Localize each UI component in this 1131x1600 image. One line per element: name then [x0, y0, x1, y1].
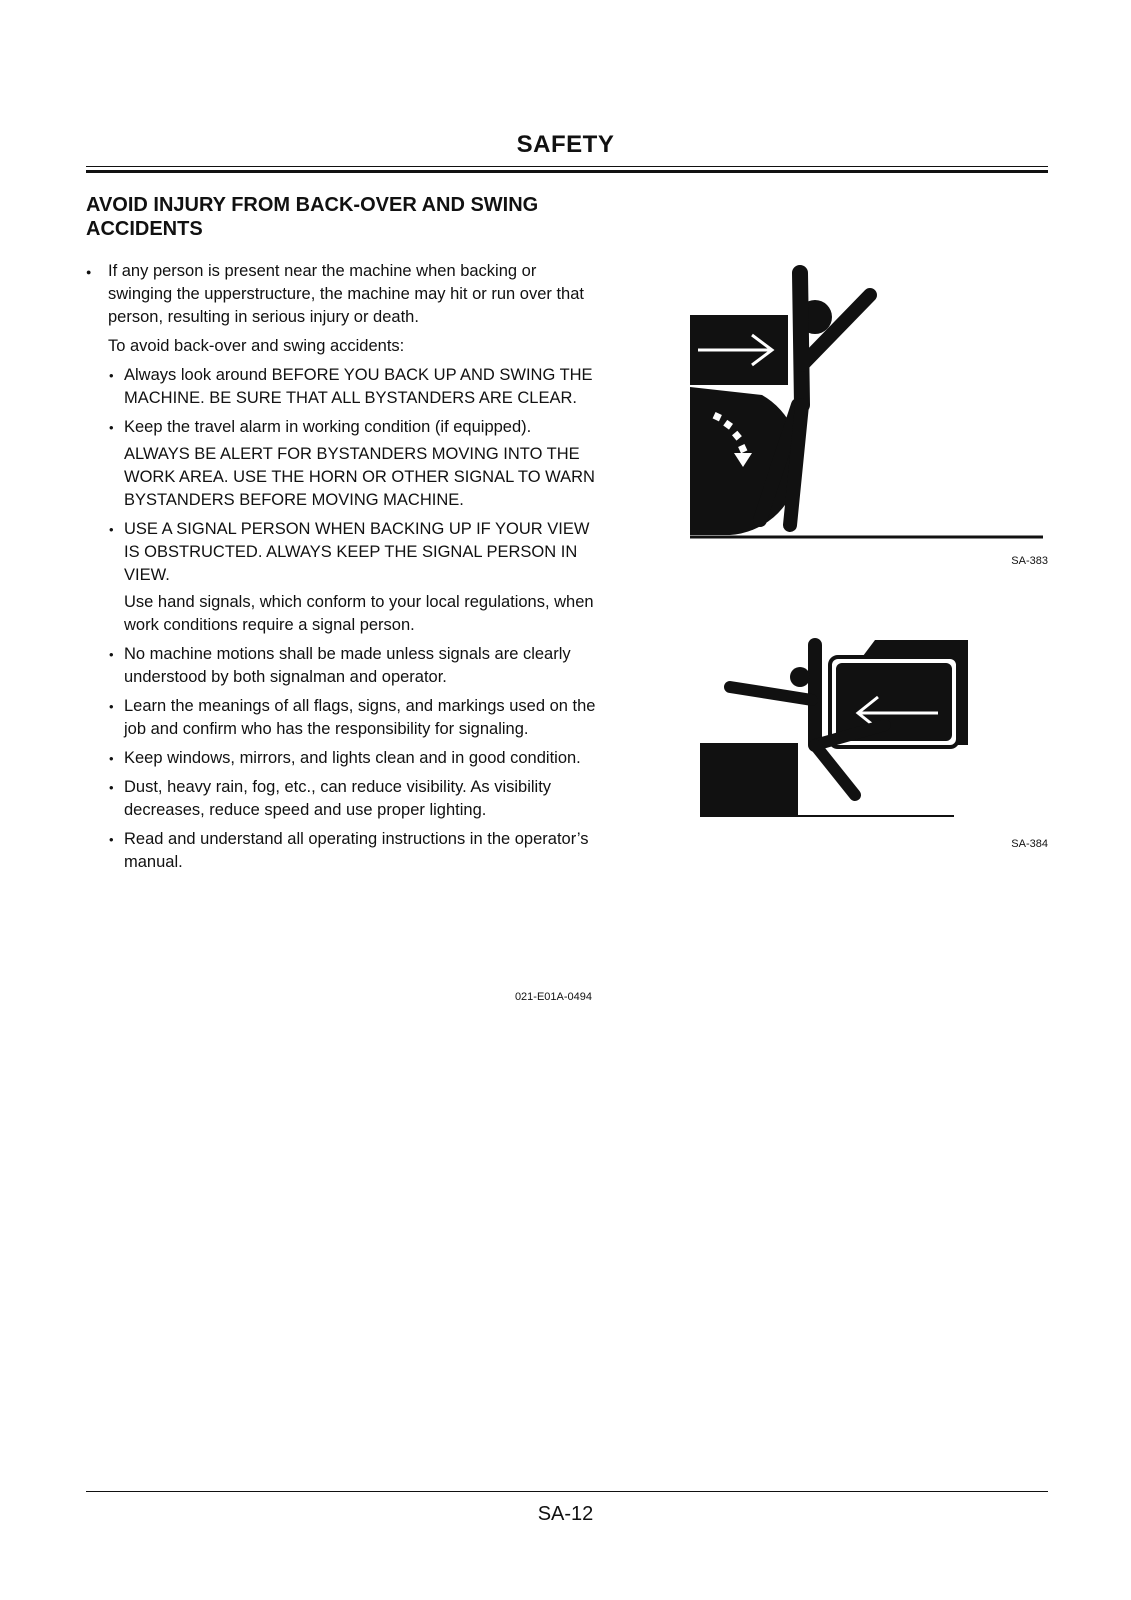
page-header-title: SAFETY — [516, 131, 615, 158]
list-item-note: Use hand signals, which conform to your local regulations, when work conditions require a signal person. — [124, 593, 594, 634]
header-rule-thick — [86, 170, 1048, 173]
figure-label: SA-384 — [1011, 838, 1048, 850]
swing-crush-hazard-icon — [700, 635, 1050, 835]
intro-paragraph: To avoid back-over and swing accidents: — [108, 337, 405, 355]
list-item: • Always look around BEFORE YOU BACK UP AND SWING THE MACHINE. BE SURE THAT ALL BYSTANDERS ARE CLEAR. — [86, 364, 596, 410]
list-item: • Learn the meanings of all flags, signs, and markings used on the job and confirm who has the responsibility for signaling. — [86, 695, 596, 741]
list-item: • No machine motions shall be made unless signals are clearly understood by both signalman and operator. — [86, 643, 596, 689]
reference-code: 021-E01A-0494 — [514, 991, 592, 1003]
page-number: SA-12 — [537, 1503, 594, 1525]
section-body — [86, 260, 596, 874]
figure-label: SA-383 — [1011, 555, 1048, 567]
section-title: AVOID INJURY FROM BACK-OVER AND SWING ACCIDENTS — [86, 194, 539, 240]
list-item-note: ALWAYS BE ALERT FOR BYSTANDERS MOVING INTO THE WORK AREA. USE THE HORN OR OTHER SIGNAL TO WARN BYSTANDERS BEFORE MOVING MACHINE. — [124, 445, 595, 509]
header-rule-thin — [86, 166, 1048, 167]
list-item: • Keep windows, mirrors, and lights clean and in good condition. — [86, 747, 596, 770]
list-item: • Read and understand all operating instructions in the operator’s manual. — [86, 828, 596, 874]
footer-rule — [86, 1491, 1048, 1492]
lead-paragraph: ● If any person is present near the machine when backing or swinging the upperstructure, the machine may hit or run over that person, resulting in serious injury or death. — [86, 260, 596, 329]
back-over-hazard-icon — [690, 265, 1050, 540]
list-item: • Keep the travel alarm in working condition (if equipped). — [86, 416, 596, 439]
list-item: • Dust, heavy rain, fog, etc., can reduce visibility. As visibility decreases, reduce speed and use proper lighting. — [86, 776, 596, 822]
list-item: • USE A SIGNAL PERSON WHEN BACKING UP IF YOUR VIEW IS OBSTRUCTED. ALWAYS KEEP THE SIGNAL PERSON IN VIEW. — [86, 518, 596, 587]
